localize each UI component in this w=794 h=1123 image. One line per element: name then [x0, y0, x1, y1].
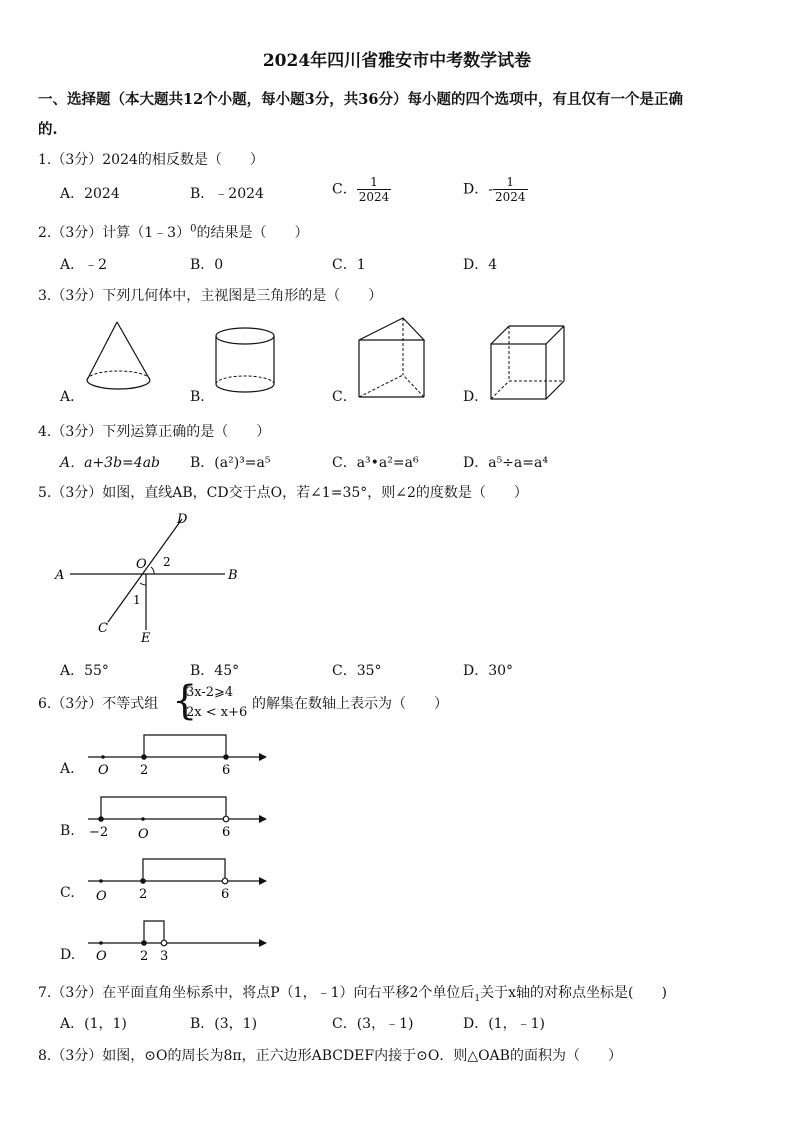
- q5-option-a: A．55°: [60, 663, 109, 679]
- q7-option-a: A．(1，1): [60, 1016, 127, 1032]
- q1-stem: 1.（3分）2024的相反数是（ ）: [38, 152, 264, 168]
- q6-number-line-c: [85, 854, 275, 904]
- q4-option-a: A．a+3b=4ab: [60, 455, 161, 471]
- q1-option-a: A．2024: [60, 186, 120, 202]
- tick-label: O: [98, 763, 109, 778]
- q6-option-c-label: C.: [60, 885, 75, 901]
- tick-label: O: [96, 949, 107, 964]
- q6-option-a-label: A.: [60, 761, 75, 777]
- q3-stem: 3.（3分）下列几何体中，主视图是三角形的是（ ）: [38, 288, 383, 304]
- q4-option-c: C．a³•a²=a⁶: [332, 455, 419, 471]
- page-title: 2024年四川省雅安市中考数学试卷: [262, 51, 532, 71]
- q1-option-c: C． $\frac{1}{2024}$: [332, 175, 390, 204]
- q6-stem-post: 的解集在数轴上表示为（ ）: [252, 696, 448, 712]
- q4-option-b: B．(a²)³=a⁵: [190, 455, 271, 471]
- q6-number-line-d: [85, 916, 275, 966]
- cube-figure: [488, 322, 568, 402]
- q6-inequality-1: 3x-2⩾4: [186, 685, 234, 700]
- section-heading-cont: 的.: [38, 121, 58, 138]
- q4-option-d: D．a⁵÷a=a⁴: [463, 455, 548, 471]
- section-heading: 一、选择题（本大题共12个小题，每小题3分，共36分）每小题的四个选项中，有且仅有一个是正确: [38, 91, 683, 108]
- q6-stem-pre: 6.（3分）不等式组: [38, 696, 159, 712]
- tick-label: O: [96, 889, 107, 904]
- q8-stem: 8.（3分）如图，⊙O的周长为8π，正六边形ABCDEF内接于⊙O．则△OAB的面积为（ ）: [38, 1048, 622, 1064]
- point-label-d: D: [177, 512, 188, 527]
- cone-figure: [80, 318, 160, 398]
- tick-label: O: [138, 827, 149, 842]
- angle-label-1: 1: [133, 593, 141, 607]
- q5-angle-figure: [50, 508, 250, 648]
- q5-option-b: B．45°: [190, 663, 240, 679]
- q6-brace: {: [172, 678, 198, 724]
- q5-option-c: C．35°: [332, 663, 382, 679]
- q3-option-a: A．: [60, 389, 85, 405]
- tick-label: 6: [221, 887, 230, 902]
- q4-stem: 4.（3分）下列运算正确的是（ ）: [38, 424, 271, 440]
- q6-inequality-2: 2x < x+6: [186, 705, 248, 720]
- q5-option-d: D．30°: [463, 663, 514, 679]
- q1-option-d: D．- $\frac{1}{2024}$: [463, 175, 526, 204]
- q3-option-b: B．: [190, 389, 215, 405]
- tick-label: 2: [139, 887, 148, 902]
- q6-option-d-label: D.: [60, 947, 76, 963]
- q6-number-line-b: [85, 792, 275, 842]
- q7-option-b: B．(3，1): [190, 1016, 258, 1032]
- tick-label: 6: [222, 825, 231, 840]
- q6-inequality-system: [186, 683, 247, 723]
- angle-label-2: 2: [163, 555, 171, 569]
- cylinder-figure: [212, 326, 282, 398]
- q6-number-line-a: [85, 730, 275, 780]
- tick-label: 3: [160, 949, 169, 964]
- point-label-c: C: [98, 621, 108, 636]
- point-label-o: O: [136, 557, 147, 572]
- point-label-b: B: [228, 568, 238, 583]
- prism-figure: [355, 316, 435, 400]
- tick-label: 2: [140, 949, 149, 964]
- q2-stem: 2.（3分）计算（1﹣3）$^0$的结果是（ ）: [38, 223, 309, 241]
- q2-option-c: C．1: [332, 257, 366, 273]
- q1-d-fraction: $\frac{1}{2024}$: [494, 175, 526, 204]
- q5-stem: 5.（3分）如图，直线AB，CD交于点O，若∠1=35°，则∠2的度数是（ ）: [38, 485, 528, 501]
- q3-option-c: C．: [332, 389, 357, 405]
- point-label-a: A: [55, 568, 65, 583]
- q1-c-fraction: $\frac{1}{2024}$: [358, 175, 390, 204]
- q2-option-b: B．0: [190, 257, 224, 273]
- q7-stem: 7.（3分）在平面直角坐标系中，将点P（1，﹣1）向右平移2个单位后$_1$关于x轴的对称点坐标是( ): [38, 985, 667, 1004]
- q2-option-a: A．﹣2: [60, 257, 108, 273]
- q1-option-b: B．﹣2024: [190, 186, 264, 202]
- q2-option-d: D．4: [463, 257, 498, 273]
- point-label-e: E: [141, 631, 151, 646]
- tick-label: −2: [89, 825, 109, 840]
- tick-label: 2: [140, 763, 149, 778]
- tick-label: 6: [222, 763, 231, 778]
- q6-option-b-label: B.: [60, 823, 75, 839]
- q7-option-d: D．(1，﹣1): [463, 1016, 545, 1032]
- q3-option-d: D．: [463, 389, 489, 405]
- q7-option-c: C．(3，﹣1): [332, 1016, 414, 1032]
